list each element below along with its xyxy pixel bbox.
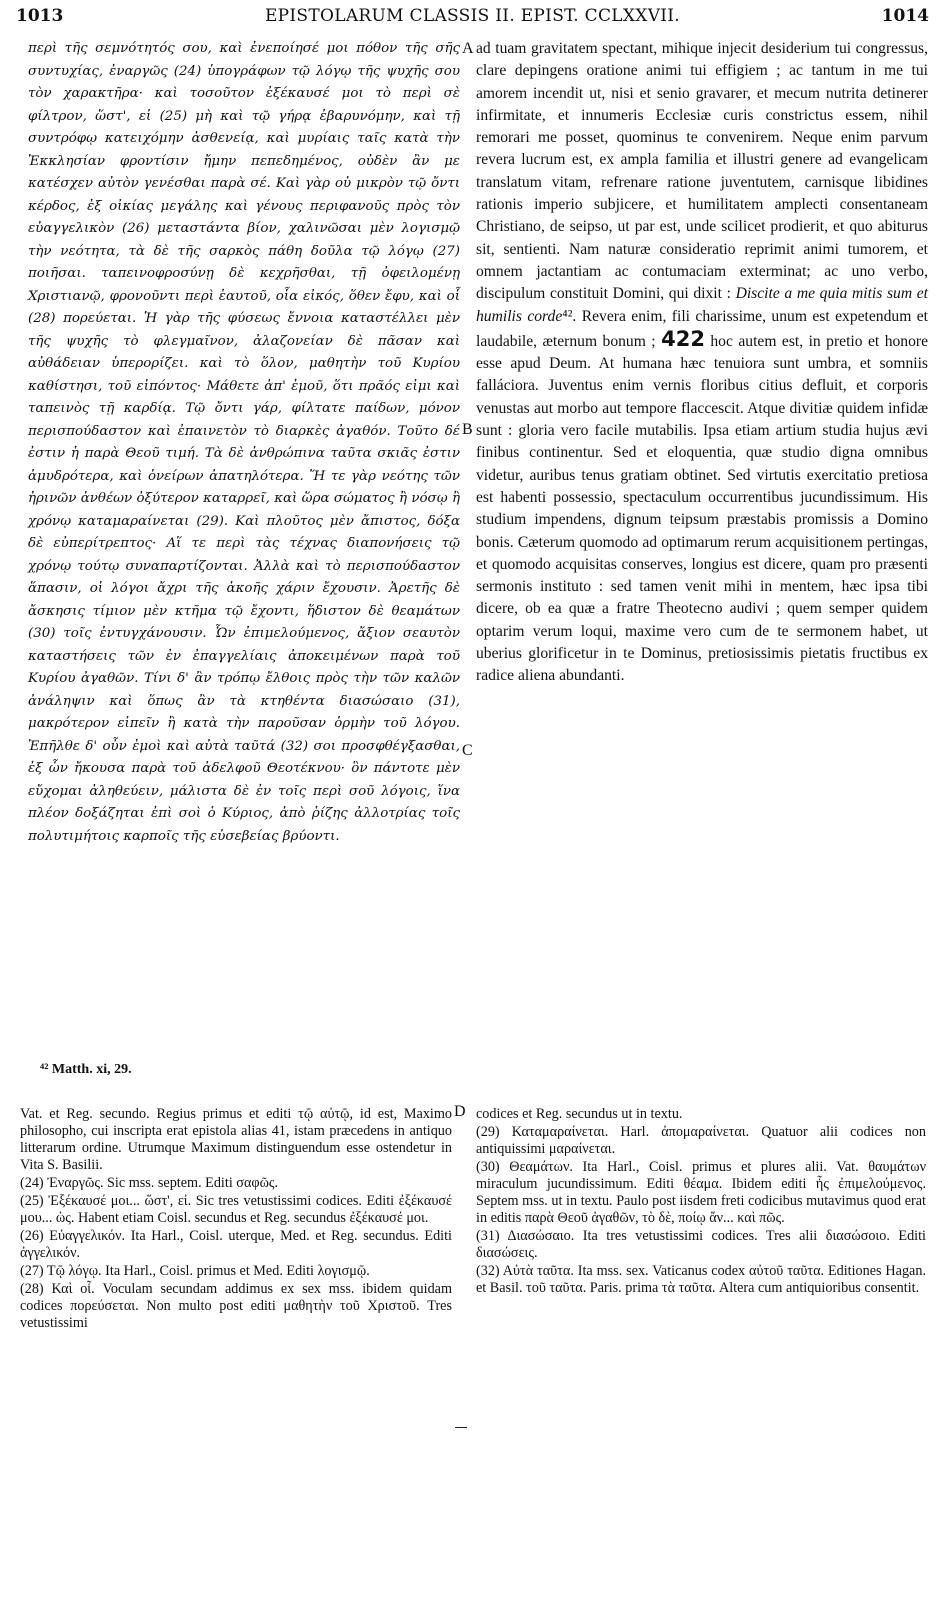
note-item: (31) Διασώσαιο. Ita tres vetustissimi codices. Tres alii διασώσοιο. Editi διασώσεις. xyxy=(476,1228,926,1261)
latin-text-part1: ad tuam gravitatem spectant, mihique injecit desiderium tui congressus, clare depingens oratione animi tui effigiem ; ac tantum in me tui amorem incendit ut, nisi et senio gravarer, et mecum nutrita detinerer infirmitate, et innumeris Ecclesiæ curis constrictus essem, nihil remorari me posset, quominus te convenirem. Neque enim parvum revera lucrum est, ex ampla familia et illustri genere ad evangelicam translatum vitam, refrenare ratione juventutem, carnisque libidines rationis imperio subjicere, et humilitatem amplecti consentaneam Christiano, de seipso, ut par est, unde scilicet prodierit, et quo abiturus sit, sentienti. Nam naturæ consideratio reprimit animi tumorem, et omnem jactantiam ac contumaciam exterminat; ac uno verbo, discipulum constituit Domini, qui dixit : xyxy=(476,40,928,303)
greek-paragraph: περὶ τῆς σεμνότητός σου, καὶ ἐνεποίησέ μοι πόθον τῆς σῆς συντυχίας, ἐναργῶς (24) ὑπογράφων τῷ λόγῳ τῆς ψυχῆς σου τὸν χαρακτῆρα· καὶ τοσοῦτον ἐξέκαυσέ μοι τὸ περὶ σὲ φίλτρον, ὥστ', εἰ (25) μὴ καὶ τῷ γήρᾳ ἐβαρυνόμην, καὶ τῇ συντρόφῳ κατειχόμην ἀσθενείᾳ, καὶ μυρίαις ταῖς κατὰ τὴν Ἐκκλησίαν φροντίσιν ἤμην πεπεδημένος, οὐδὲν ἂν με κατέσχεν αὐτὸν γενέσθαι παρὰ σέ. Καὶ γὰρ οὐ μικρὸν τῷ ὄντι κέρδος, ἐξ οἰκίας μεγάλης καὶ γένους περιφανοῦς πρὸς τὸν εὐαγγελικὸν (26) μεταστάντα βίον, χαλινῶσαι μὲν λογισμῷ τὴν νεότητα, τὰ δὲ τῆς σαρκὸς πάθη δοῦλα τῷ λόγῳ (27) ποιῆσαι. ταπεινοφροσύνῃ δὲ κεχρῆσθαι, τῇ ὀφειλομένῃ Χριστιανῷ, φρονοῦντι περὶ ἑαυτοῦ, οἷα εἰκός, ὅθεν ἔφυ, καὶ οἷ (28) πορεύεται. Ἡ γὰρ τῆς φύσεως ἔννοια καταστέλλει μὲν τῆς ψυχῆς τὸ φλεγμαῖνον, ἀλαζονείαν δὲ πᾶσαν καὶ αὐθάδειαν ὑπερορίζει. καὶ τὸ ὅλον, μαθητὴν τοῦ Κυρίου καθίστησι, τοῦ εἰπόντος· Μάθετε ἀπ' ἐμοῦ, ὅτι πρᾶός εἰμι καὶ ταπεινὸς τῇ καρδίᾳ. Τῷ ὄντι γάρ, φίλτατε παίδων, μόνον περισπούδαστον καὶ ἐπαινετὸν τὸ διαρκὲς ἀγαθόν. Τοῦτο δέ ἐστιν ἡ παρὰ Θεοῦ τιμή. Τὰ δὲ ἀνθρώπινα ταῦτα σκιᾶς ἐστιν ἀμυδρότερα, καὶ ὀνείρων ἀπατηλότερα. Ἥ τε γὰρ νεότης τῶν ἠρινῶν ἀνθέων ὀξύτερον καταρρεῖ, καὶ ὥρα σώματος ἢ νόσῳ ἢ χρόνῳ καταμαραίνεται (29). Καὶ πλοῦτος μὲν ἄπιστος, δόξα δὲ εὐπερίτρεπτος· Αἵ τε περὶ τὰς τέχνας διαπονήσεις τῷ χρόνῳ τούτῳ συναπαρτίζονται. Ἀλλὰ καὶ τὸ περισπούδαστον ἅπασιν, οἱ λόγοι ἄχρι τῆς ἀκοῆς χάριν ἔχουσιν. Ἀρετῆς δὲ ἄσκησις τίμιον μὲν κτῆμα τῷ ἔχοντι, ἥδιστον δὲ θεαμάτων (30) τοῖς ἐντυγχάνουσιν. Ὧν ἐπιμελούμενος, ἄξιον σεαυτὸν καταστήσεις τῶν ἐν ἐπαγγελίαις ἀποκειμένων παρὰ τοῦ Κυρίου ἀγαθῶν. Τίνι δ' ἂν τρόπῳ ἔλθοις πρὸς τὴν τῶν καλῶν ἀνάληψιν καὶ ὅπως ἂν τὰ κτηθέντα διασώσαιο (31), μακρότερον εἰπεῖν ἢ κατὰ τὴν παροῦσαν ὁρμὴν τοῦ λόγου. Ἐπῆλθε δ' οὖν ἐμοὶ καὶ αὐτὰ ταῦτά (32) σοι προσφθέγξασθαι, ἐξ ὧν ἤκουσα παρὰ τοῦ ἀδελφοῦ Θεοτέκνου· ὃν πάντοτε μὲν εὔχομαι ἀληθεύειν, μάλιστα δὲ ἐν τοῖς περὶ σοῦ λόγοις, ἵνα πλέον δοξάζηται ἐπὶ σοὶ ὁ Κύριος, ἀπὸ ῥίζης ἀλλοτρίας τοῖς πολυτιμήτοις καρποῖς τῆς εὐσεβείας βρύοντι. xyxy=(28,41,460,844)
notes-left-column xyxy=(20,1106,452,1333)
footnote-reference: ⁴² Matth. xi, 29. xyxy=(40,1062,132,1077)
note-item: (27) Τῷ λόγῳ. Ita Harl., Coisl. primus et Med. Editi λογισμῷ. xyxy=(20,1263,370,1279)
margin-marker-d: D xyxy=(454,1103,466,1120)
note-item: (26) Εὐαγγελικόν. Ita Harl., Coisl. uterque, Med. et Reg. secundus. Editi ἀγγελικόν. xyxy=(20,1228,452,1261)
footer-rule xyxy=(455,1427,467,1428)
latin-text-part3: hoc autem est, in pretio et honore esse apud Deum. At humana hæc tenuiora sunt umbra, et somniis falláciora. Juventus enim vernis floribus citius defluit, et corporis venustas aut morbo aut tempore flaccescit. Atque divitiæ quidem infidæ sunt : gloria vero facile mutabilis. Ipsa etiam artium studia hujus ævi finibus continentur. Sed et eloquentia, quæ studio digna omnibus videtur, auribus tenus gratiam obtinet. Sed virtutis exercitatio pretiosa est habenti possessio, spectaculum occurrentibus jucundissimum. His studium impendens, dignum teipsum præstabis promissis a Domino bonis. Cæterum quomodo ad optimarum rerum acquisitionem pertingas, et quomodo acquisitas conserves, longius est dicere, quam pro præsenti sermonis instituto : sed tamen venit mihi in mentem, hæc ipsa tibi dicere, ob ea quæ a fratre Theotecno audivi ; quem semper quidem optarim verum loqui, maxime vero cum de te sermonem habet, ut uberius glorificetur in te Dominus, pretiosissimis pietatis fructibus ex radice aliena abundanti. xyxy=(476,332,928,685)
note-item: (29) Καταμαραίνεται. Harl. ἀπομαραίνεται. Quatuor alii codices non antiquissimi μαραίνεται. xyxy=(476,1124,926,1157)
inline-page-number: 422 xyxy=(661,326,705,351)
latin-quote: Discite a me quia mitis sum et humilis corde xyxy=(476,285,928,325)
margin-marker-a: A xyxy=(462,40,474,57)
note-item: Vat. et Reg. secundo. Regius primus et editi τῷ αὐτῷ, id est, Maximo philosopho, cui inscripta erat epistola alias 41, istam præcedens in antiquo litterarum ordine. Utrumque Maximum distinguendum esse ostendetur in Vita S. Basilii. xyxy=(20,1106,452,1173)
notes-right-column xyxy=(476,1106,926,1298)
note-item: (32) Αὐτὰ ταῦτα. Ita mss. sex. Vaticanus codex αὐτοῦ ταῦτα. Editiones Hagan. et Basil. τοῦ ταῦτα. Paris. prima τὰ ταῦτα. Altera cum antiquioribus consentit. xyxy=(476,1263,926,1296)
greek-text-column xyxy=(28,38,460,848)
margin-marker-c: C xyxy=(462,742,473,759)
latin-text-column xyxy=(476,38,928,688)
note-item: (28) Καὶ οἷ. Voculam secundam addimus ex sex mss. ibidem quidam codices πορεύσεται. Non multo post editi μαθητὴν τοῦ Χριστοῦ. Tres vetustissimi xyxy=(20,1281,452,1331)
page-number-right: 1014 xyxy=(881,6,929,26)
note-item: (30) Θεαμάτων. Ita Harl., Coisl. primus et plures alii. Vat. θαυμάτων miraculum jucundissimum. Editi θέαμα. Ibidem editi ἧς ἐπιμελούμενος. Septem mss. ut in textu. Paulo post iisdem freti codicibus mutavimus quod erat in editis παρὰ Θεοῦ ἀγαθῶν, τὸ δὲ, ποίῳ ἄν... καὶ πῶς. xyxy=(476,1159,926,1226)
running-title: EPISTOLARUM CLASSIS II. EPIST. CCLXXVII. xyxy=(264,6,681,26)
note-item: (25) Ἐξέκαυσέ μοι... ὥστ', εἰ. Sic tres vetustissimi codices. Editi ἐξέκαυσέ μου... ὡς. Habent etiam Coisl. secundus et Reg. secundus ἐξέκαυσέ μοι. xyxy=(20,1193,452,1226)
note-item: codices et Reg. secundus ut in textu. xyxy=(476,1106,683,1122)
latin-paragraph xyxy=(476,38,928,688)
page-number-left: 1013 xyxy=(16,6,64,26)
latin-text-part2: . Revera enim, fili charissime, unum est expetendum et laudabile, æternum bonum ; xyxy=(476,307,928,350)
margin-marker-b: B xyxy=(462,421,473,438)
footnote-superscript: ⁴² xyxy=(562,307,573,325)
page-header xyxy=(16,6,929,32)
note-item: (24) Ἐναργῶς. Sic mss. septem. Editi σαφῶς. xyxy=(20,1175,279,1191)
